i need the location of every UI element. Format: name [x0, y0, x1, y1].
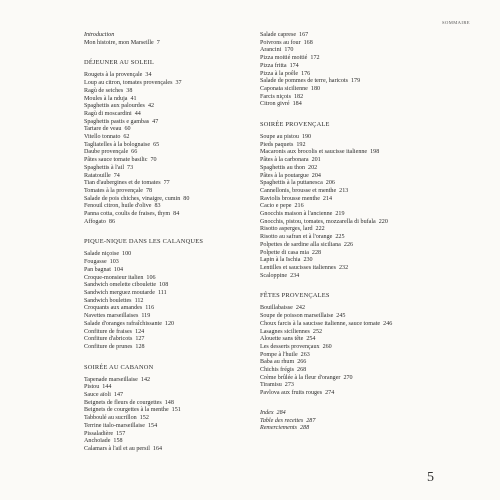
toc-entry-title: Moules à la nduja — [84, 95, 128, 102]
toc-entry-page: 103 — [109, 259, 119, 266]
toc-entry-title: Confiture d'abricots — [84, 336, 133, 343]
toc-entry-title: Sandwich boulettes — [84, 297, 132, 304]
toc-entry-page: 260 — [322, 343, 332, 350]
page-number: 5 — [427, 470, 434, 485]
toc-entry-page: 74 — [113, 172, 120, 179]
toc-entry-page: 142 — [140, 376, 151, 383]
toc-entry-page: 167 — [299, 32, 309, 38]
toc-entry-title: Raviolis brousse menthe — [260, 195, 320, 202]
toc-entry[interactable] — [260, 273, 475, 281]
toc-entry-title: Salade de pommes de terre, haricots — [260, 78, 348, 85]
toc-entry-title: Bouillabaisse — [260, 305, 293, 312]
toc-entry-title: Pan bagnat — [84, 266, 111, 273]
toc-entry-page: 151 — [171, 407, 181, 414]
toc-entry-title: Poivrons au four — [260, 39, 301, 46]
toc-entry[interactable] — [260, 78, 475, 86]
toc-entry[interactable] — [260, 47, 475, 55]
toc-entry-title: Spaghettis au thon — [260, 164, 306, 171]
toc-entry-title: Farcis niçois — [260, 93, 291, 100]
right-column — [260, 32, 475, 433]
toc-entry-title: Polpette di casa mia — [260, 249, 309, 256]
toc-entry-title: Salade niçoise — [84, 251, 120, 258]
toc-entry[interactable] — [260, 344, 475, 352]
toc-entry-page: 252 — [312, 328, 323, 335]
toc-entry-title: Lasagnes siciliennes — [260, 328, 310, 335]
toc-entry-page: 41 — [130, 95, 137, 102]
toc-entry-title: Tapenade marseillaise — [84, 376, 138, 383]
toc-entry-page: 44 — [134, 110, 141, 117]
toc-entry-title: Pompe à l'huile — [260, 351, 298, 358]
toc-entry-page: 38 — [126, 87, 133, 94]
toc-entry[interactable] — [260, 265, 475, 273]
toc-entry-title: Terrine italo-marseillaise — [84, 422, 145, 429]
toc-entry-title: Caponata sicilienne — [260, 85, 308, 92]
toc-entry-page: 220 — [378, 218, 388, 225]
toc-entry-page: 100 — [122, 251, 132, 258]
toc-entry-title: Tabboulé au sucrillon — [84, 415, 137, 422]
toc-entry-page: 228 — [311, 249, 322, 256]
toc-entry-title: Spaghettis pastis e gambas — [84, 118, 150, 125]
toc-entry-title: Pizza à la poêle — [260, 70, 299, 77]
toc-entry[interactable] — [260, 329, 475, 337]
toc-entry[interactable] — [260, 257, 475, 265]
toc-entry-page: 66 — [131, 149, 138, 156]
toc-entry-page: 119 — [141, 313, 151, 320]
toc-entry-page: 190 — [301, 134, 312, 141]
section-title: SOIRÉE AU CABANON — [84, 363, 154, 371]
toc-entry-page: 254 — [306, 336, 316, 343]
toc-entry-page: 242 — [295, 305, 305, 312]
toc-entry-page: 168 — [303, 39, 313, 46]
toc-entry-title: Macaronis aux brocolis et saucisse italienne — [260, 149, 368, 156]
toc-entry-title: Lentilles et saucisses italiennes — [260, 264, 336, 271]
toc-entry-title: Choux farcis à la saucisse italienne, sauce tomate — [260, 320, 381, 327]
toc-entry-title: Pieds paquets — [260, 141, 294, 148]
toc-entry[interactable] — [260, 180, 475, 188]
toc-entry-title: Panna cotta, coulis de fraises, thym — [84, 211, 171, 218]
toc-entry[interactable] — [260, 86, 475, 94]
toc-entry-page: 154 — [148, 422, 158, 429]
toc-entry[interactable] — [260, 71, 475, 79]
toc-entry-title: Beignets de courgettes à la menthe — [84, 407, 169, 414]
toc-entry-page: 219 — [335, 211, 345, 218]
toc-entry-title: Spaghettis à la puttanesca — [260, 180, 323, 187]
toc-entry[interactable] — [260, 40, 475, 48]
toc-entry-page: 37 — [175, 80, 182, 87]
toc-entry-title: Pâtes à la carbonara — [260, 157, 309, 164]
toc-entry-page: 213 — [339, 187, 349, 194]
toc-entry-page: 182 — [293, 93, 304, 100]
toc-entry-title: Beignets de fleurs de courgettes — [84, 399, 162, 406]
toc-entry-title: Les desserts provençaux — [260, 343, 320, 350]
toc-entry[interactable] — [260, 157, 475, 165]
toc-entry-title: Introduction — [84, 32, 115, 38]
toc-entry-page: 80 — [183, 195, 190, 202]
toc-entry-page: 65 — [153, 141, 160, 148]
toc-list — [260, 305, 475, 397]
toc-entry[interactable] — [260, 101, 475, 109]
toc-entry-page: 34 — [145, 72, 152, 79]
toc-entry[interactable] — [260, 94, 475, 102]
toc-entry-page: 174 — [289, 62, 299, 69]
toc-entry-title: Daube provençale — [84, 149, 129, 156]
toc-entry-title: Salade de pois chiches, vinaigre, cumin — [84, 195, 181, 202]
toc-entry-page: 116 — [145, 305, 155, 312]
toc-entry-title: Index — [260, 409, 274, 416]
toc-entry-title: Tagliatelles à la bolognaise — [84, 141, 151, 148]
toc-entry-page: 70 — [150, 157, 157, 164]
toc-entry-title: Tian d'aubergines et de tomates — [84, 180, 161, 187]
toc-entry-page: 60 — [124, 126, 131, 133]
toc-entry-title: Affogato — [84, 218, 106, 225]
toc-entry-page: 7 — [156, 39, 160, 46]
toc-entry-title: Calamars à l'ail et au persil — [84, 445, 150, 452]
toc-entry-page: 111 — [157, 289, 167, 296]
toc-entry-page: 266 — [297, 359, 307, 366]
toc-entry-page: 268 — [297, 367, 307, 374]
toc-entry-title: Pâtes sauce tomate basilic — [84, 157, 148, 164]
toc-entry-page: 179 — [351, 78, 361, 85]
toc-entry-page: 42 — [147, 103, 155, 110]
toc-entry-title: Rougets à la provençale — [84, 72, 143, 79]
toc-entry-title: Alouette sans tête — [260, 336, 304, 343]
section-title: FÊTES PROVENÇALES — [260, 292, 330, 300]
toc-entry-page: 144 — [102, 384, 112, 391]
toc-entry-title: Anchoïade — [84, 438, 111, 445]
toc-entry-title: Pavlova aux fruits rouges — [260, 390, 323, 397]
toc-entry-title: Salade d'oranges rafraîchissante — [84, 320, 162, 327]
toc-entry[interactable] — [260, 410, 475, 418]
toc-entry-page: 225 — [335, 234, 345, 241]
toc-entry-page: 246 — [383, 320, 393, 327]
toc-entry[interactable] — [84, 438, 299, 446]
toc-entry-page: 184 — [292, 101, 302, 108]
toc-entry-title: Croque-monsieur italien — [84, 274, 144, 281]
running-header: SOMMAIRE — [442, 20, 470, 25]
toc-entry-title: Confiture de prunes — [84, 343, 133, 350]
toc-entry-page: 198 — [370, 149, 380, 156]
toc-entry-title: Sandwich omelette ciboulette — [84, 282, 157, 289]
toc-entry[interactable] — [260, 165, 475, 173]
toc-entry-page: 288 — [300, 425, 310, 432]
toc-entry[interactable] — [260, 305, 475, 313]
toc-entry-title: Ragù de seiches — [84, 87, 124, 94]
toc-entry-title: Risotto au safran et à l'orange — [260, 234, 333, 241]
toc-entry-page: 274 — [325, 390, 335, 397]
toc-entry[interactable] — [260, 359, 475, 367]
toc-entry[interactable] — [260, 219, 475, 227]
toc-entry-page: 214 — [322, 195, 333, 202]
toc-entry[interactable] — [260, 425, 475, 433]
toc-entry[interactable] — [260, 142, 475, 150]
toc-entry-title: Soupe au pistou — [260, 134, 299, 141]
toc-entry-title: Scaloppine — [260, 272, 288, 279]
toc-entry-page: 176 — [301, 70, 311, 77]
toc-entry-title: Mon histoire, mon Marseille — [84, 39, 154, 46]
toc-entry-title: Arancini — [260, 47, 282, 54]
toc-entry-title: Tomates à la provençale — [84, 187, 143, 194]
toc-entry-page: 206 — [325, 180, 335, 187]
toc-entry[interactable] — [260, 321, 475, 329]
toc-entry-title: Crème brûlée à la fleur d'oranger — [260, 374, 341, 381]
section-title: DÉJEUNER AU SOLEIL — [84, 59, 154, 67]
toc-entry-title: Tiramisu — [260, 382, 282, 389]
toc-entry-page: 222 — [315, 226, 325, 233]
toc-entry-page: 84 — [173, 211, 180, 218]
toc-entry-title: Fenouil citron, huile d'olive — [84, 203, 152, 210]
toc-entry[interactable] — [260, 63, 475, 71]
toc-entry-title: Risotto asperges, lard — [260, 226, 313, 233]
toc-entry-page: 147 — [113, 392, 124, 399]
toc-entry[interactable] — [260, 149, 475, 157]
toc-entry-title: Polpettes de sardine alla siciliana — [260, 241, 341, 248]
toc-entry-page: 152 — [139, 415, 149, 422]
toc-entry-page: 245 — [336, 313, 346, 320]
toc-entry[interactable] — [260, 242, 475, 250]
toc-entry-title: Pizza fritta — [260, 62, 287, 69]
toc-entry[interactable] — [260, 352, 475, 360]
toc-entry-page: 124 — [135, 328, 145, 335]
toc-entry-title: Gnocchis maison à l'ancienne — [260, 211, 333, 218]
toc-entry[interactable] — [260, 418, 475, 426]
toc-entry-title: Spaghettis à l'ail — [84, 164, 125, 171]
toc-entry-page: 157 — [116, 430, 126, 437]
toc-entry[interactable] — [260, 32, 475, 40]
toc-list — [260, 32, 475, 109]
toc-entry-title: Pissaladière — [84, 430, 114, 437]
toc-entry[interactable] — [260, 173, 475, 181]
toc-entry-title: Baba au rhum — [260, 359, 295, 366]
toc-entry-page: 230 — [303, 257, 313, 264]
toc-entry-page: 112 — [134, 297, 144, 304]
toc-entry-title: Navettes marseillaises — [84, 313, 139, 320]
toc-entry-page: 47 — [152, 118, 159, 125]
toc-entry[interactable] — [260, 211, 475, 219]
toc-entry[interactable] — [260, 313, 475, 321]
toc-entry[interactable] — [260, 188, 475, 196]
toc-entry-title: Pizza moitié moitié — [260, 55, 308, 62]
toc-entry-title: Cannellonis, brousse et menthe — [260, 187, 337, 194]
toc-entry-title: Croquants aux amandes — [84, 305, 143, 312]
toc-entry[interactable] — [260, 250, 475, 258]
toc-entry-title: Ratatouille — [84, 172, 111, 179]
toc-entry[interactable] — [260, 203, 475, 211]
toc-entry-title: Loup au citron, tomates provençales — [84, 80, 173, 87]
toc-entry-title: Table des recettes — [260, 417, 304, 424]
toc-entry-title: Soupe de poisson marseillaise — [260, 313, 334, 320]
toc-entry-page: 128 — [135, 343, 145, 350]
toc-entry-title: Tartare de veau — [84, 126, 122, 133]
toc-entry[interactable] — [260, 134, 475, 142]
toc-entry-page: 148 — [164, 399, 174, 406]
toc-entry-page: 83 — [154, 203, 161, 210]
toc-list — [260, 134, 475, 280]
toc-entry-title: Ragù di moscardini — [84, 110, 132, 117]
toc-entry-title: Remerciements — [260, 425, 297, 432]
toc-entry-page: 216 — [294, 203, 304, 210]
toc-entry-page: 273 — [284, 382, 294, 389]
toc-entry-page: 120 — [164, 320, 175, 327]
toc-entry-title: Citron givré — [260, 101, 290, 108]
toc-entry-title: Lapin à la Ischia — [260, 257, 301, 264]
toc-entry-page: 170 — [284, 47, 294, 54]
toc-entry-page: 204 — [311, 172, 321, 179]
section-title: SOIRÉE PROVENÇALE — [260, 121, 330, 129]
toc-entry-title: Gnocchis, pistou, tomates, mozzarella di bufala — [260, 218, 376, 225]
section-title: PIQUE-NIQUE DANS LES CALANQUES — [84, 238, 204, 246]
toc-entry[interactable] — [260, 196, 475, 204]
toc-entry-page: 77 — [163, 180, 170, 187]
toc-list — [260, 410, 475, 433]
toc-entry-page: 73 — [127, 164, 134, 171]
toc-entry-page: 180 — [310, 85, 321, 92]
toc-entry-page: 201 — [311, 157, 321, 164]
toc-entry-page: 164 — [152, 445, 163, 452]
toc-entry-page: 108 — [159, 282, 169, 289]
toc-entry-page: 270 — [343, 374, 353, 381]
toc-entry-page: 202 — [308, 164, 318, 171]
toc-entry-page: 127 — [135, 336, 145, 343]
toc-entry[interactable] — [260, 375, 475, 383]
toc-entry-page: 234 — [290, 272, 300, 279]
toc-entry-page: 287 — [306, 417, 316, 424]
toc-entry-title: Spaghettis aux palourdes — [84, 103, 145, 110]
toc-entry-title: Sandwich merguez moutarde — [84, 289, 155, 296]
toc-entry-title: Sauce aïoli — [84, 392, 111, 399]
toc-entry[interactable] — [260, 336, 475, 344]
toc-entry-title: Chichis frégis — [260, 367, 295, 374]
toc-entry[interactable] — [84, 446, 299, 454]
toc-entry[interactable] — [260, 382, 475, 390]
toc-entry[interactable] — [260, 55, 475, 63]
toc-entry[interactable] — [260, 367, 475, 375]
toc-entry-page: 106 — [146, 274, 156, 281]
toc-entry-title: Confiture de fraises — [84, 328, 133, 335]
toc-entry-page: 232 — [338, 264, 349, 271]
toc-entry-title: Fougasse — [84, 259, 107, 266]
toc-entry-page: 284 — [276, 409, 286, 416]
toc-entry-title: Salade caprese — [260, 32, 297, 38]
toc-entry-page: 78 — [145, 187, 153, 194]
toc-entry-page: 104 — [113, 266, 124, 273]
toc-entry-title: Vitello tonnato — [84, 134, 121, 141]
toc-entry-page: 62 — [123, 134, 130, 141]
toc-entry-page: 86 — [108, 218, 115, 225]
toc-entry-page: 192 — [296, 141, 306, 148]
toc-entry-page: 172 — [310, 55, 320, 62]
toc-entry-page: 158 — [113, 438, 123, 445]
section-spacer — [260, 398, 475, 410]
toc-entry[interactable] — [260, 390, 475, 398]
toc-entry-page: 226 — [343, 241, 354, 248]
toc-entry-title: Pâtes à la poutargue — [260, 172, 309, 179]
toc-entry[interactable] — [260, 234, 475, 242]
toc-entry-title: Pistou — [84, 384, 100, 391]
toc-entry-page: 263 — [300, 351, 310, 358]
toc-entry-title: Cacio e pepe — [260, 203, 292, 210]
